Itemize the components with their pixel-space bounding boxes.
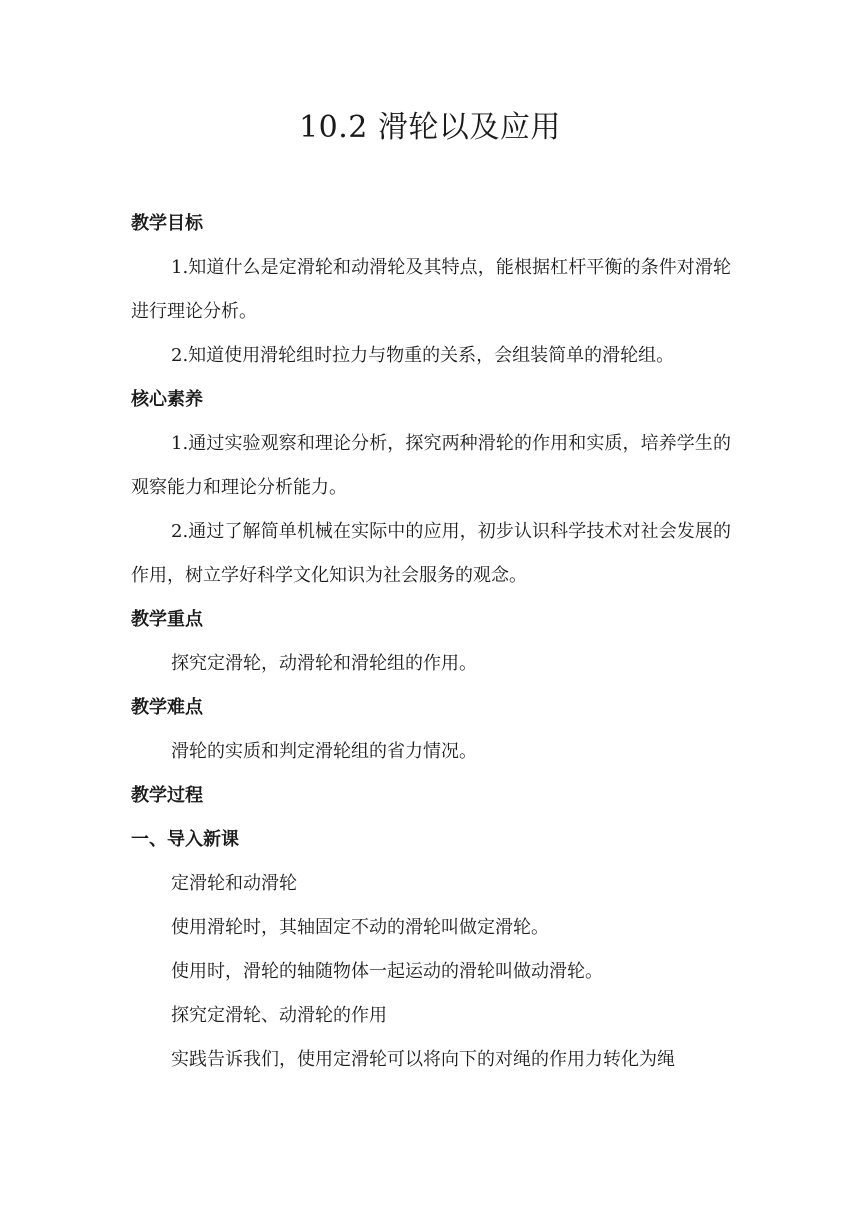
paragraph: 1.知道什么是定滑轮和动滑轮及其特点，能根据杠杆平衡的条件对滑轮进行理论分析。: [131, 257, 731, 322]
section-heading-core-literacy: 核心素养: [131, 389, 203, 410]
section-heading-teaching-goals: 教学目标: [131, 213, 203, 234]
paragraph: 2.知道使用滑轮组时拉力与物重的关系，会组装简单的滑轮组。: [171, 345, 675, 366]
section-heading-introduction: 一、导入新课: [131, 829, 239, 850]
document-title: 10.2 滑轮以及应用: [299, 110, 561, 145]
paragraph: 1.通过实验观察和理论分析，探究两种滑轮的作用和实质，培养学生的观察能力和理论分析能力。: [131, 433, 731, 498]
paragraph: 探究定滑轮，动滑轮和滑轮组的作用。: [171, 653, 477, 674]
paragraph: 2.通过了解简单机械在实际中的应用，初步认识科学技术对社会发展的作用，树立学好科学文化知识为社会服务的观念。: [131, 521, 731, 586]
paragraph: 探究定滑轮、动滑轮的作用: [171, 1005, 387, 1026]
paragraph: 定滑轮和动滑轮: [171, 873, 297, 894]
paragraph: 使用滑轮时，其轴固定不动的滑轮叫做定滑轮。: [171, 917, 549, 938]
paragraph: 滑轮的实质和判定滑轮组的省力情况。: [171, 741, 477, 762]
section-heading-key-points: 教学重点: [131, 609, 203, 630]
document-body: [131, 202, 731, 1082]
section-heading-teaching-process: 教学过程: [131, 785, 203, 806]
paragraph: 使用时，滑轮的轴随物体一起运动的滑轮叫做动滑轮。: [171, 961, 603, 982]
section-heading-difficulties: 教学难点: [131, 697, 203, 718]
paragraph: 实践告诉我们，使用定滑轮可以将向下的对绳的作用力转化为绳: [171, 1049, 675, 1070]
